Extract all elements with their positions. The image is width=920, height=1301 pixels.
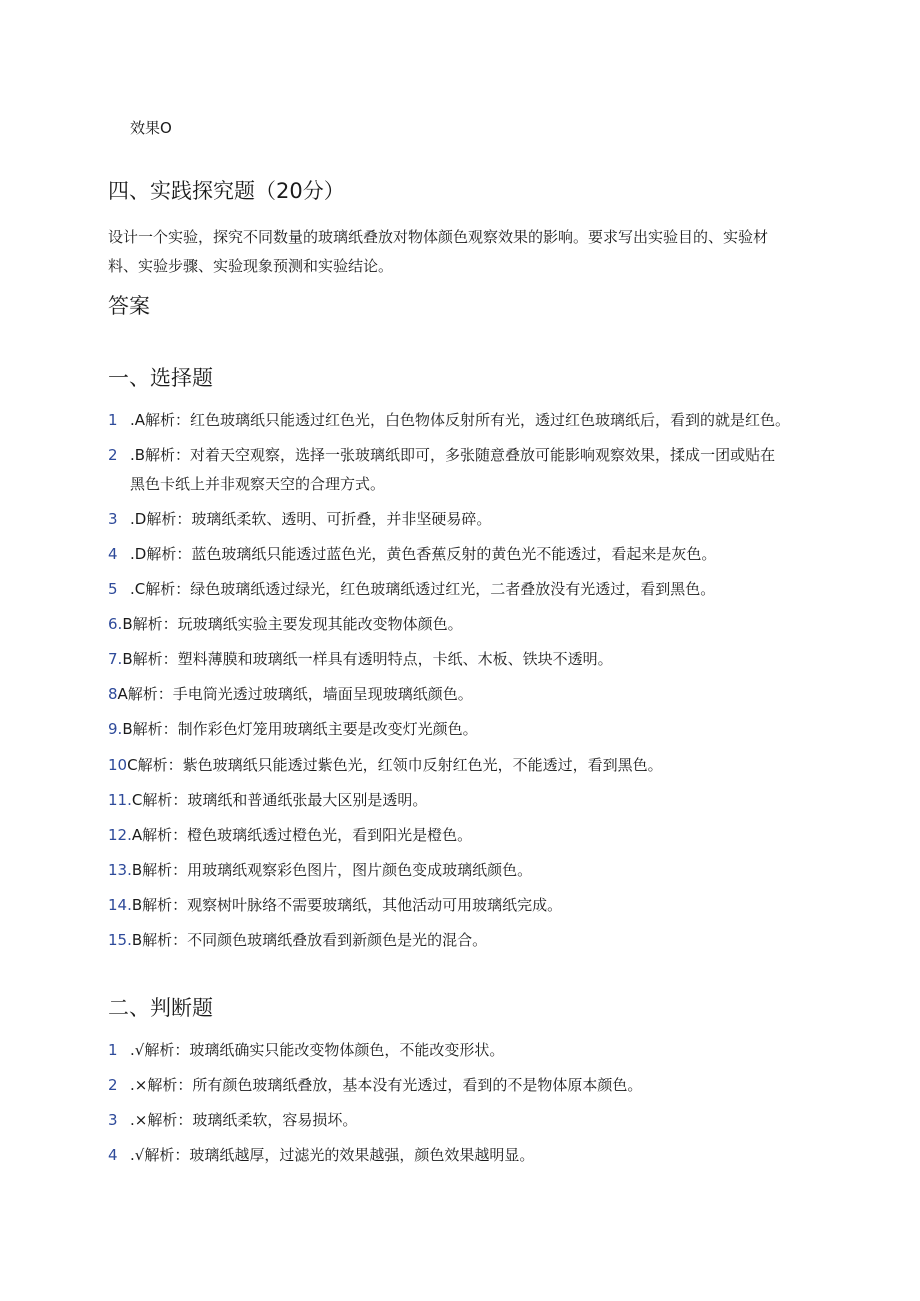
answers-heading: 答案	[108, 294, 150, 318]
judge-item	[108, 1039, 504, 1060]
answer-number: 14.	[108, 896, 132, 914]
answer-number: 4	[108, 545, 118, 563]
judge-number: 4	[108, 1146, 118, 1164]
answer-text: B解析：塑料薄膜和玻璃纸一样具有透明特点，卡纸、木板、铁块不透明。	[122, 650, 613, 668]
answer-number: 8	[108, 685, 118, 703]
answer-number: 2	[108, 446, 118, 464]
answer-item	[108, 754, 663, 775]
judge-item	[108, 1109, 357, 1130]
answer-number: 11.	[108, 791, 132, 809]
answer-number: 1	[108, 411, 118, 429]
answer-text: B解析：用玻璃纸观察彩色图片，图片颜色变成玻璃纸颜色。	[131, 861, 533, 879]
answer-text: C解析：玻璃纸和普通纸张最大区别是透明。	[131, 791, 428, 809]
answer-item	[108, 508, 491, 529]
answer-text: B解析：玩玻璃纸实验主要发现其能改变物体颜色。	[122, 615, 463, 633]
answer-item	[108, 929, 487, 950]
answer-text: B解析：观察树叶脉络不需要玻璃纸，其他活动可用玻璃纸完成。	[131, 896, 563, 914]
answer-text: .C解析：绿色玻璃纸透过绿光，红色玻璃纸透过红光，二者叠放没有光透过，看到黑色。	[130, 580, 716, 598]
answer-text: A解析：橙色玻璃纸透过橙色光，看到阳光是橙色。	[131, 826, 473, 844]
answer-item	[108, 613, 463, 634]
answer-item	[108, 859, 532, 880]
judge-text: .×解析：所有颜色玻璃纸叠放，基本没有光透过，看到的不是物体原本颜色。	[130, 1076, 643, 1094]
section4-prompt-line2: 料、实验步骤、实验现象预测和实验结论。	[108, 257, 394, 275]
answer-text: .D解析：玻璃纸柔软、透明、可折叠，并非坚硬易碎。	[130, 510, 492, 528]
judge-section-title: 二、判断题	[108, 996, 213, 1020]
judge-item	[108, 1074, 642, 1095]
answer-text: B解析：制作彩色灯笼用玻璃纸主要是改变灯光颜色。	[122, 720, 478, 738]
answer-item	[108, 894, 562, 915]
judge-item	[108, 1144, 534, 1165]
answer-item	[108, 718, 478, 739]
answer-item	[108, 543, 716, 564]
section4-title: 四、实践探究题（20分）	[108, 179, 345, 203]
judge-text: .×解析：玻璃纸柔软，容易损坏。	[130, 1111, 358, 1129]
answer-number: 13.	[108, 861, 132, 879]
answer-continuation: 黑色卡纸上并非观察天空的合理方式。	[130, 475, 386, 493]
answer-item	[108, 409, 790, 430]
answer-item	[108, 444, 775, 465]
judge-number: 1	[108, 1041, 118, 1059]
answer-number: 5	[108, 580, 118, 598]
answer-text: B解析：不同颜色玻璃纸叠放看到新颜色是光的混合。	[131, 931, 488, 949]
section4-prompt-line1: 设计一个实验，探究不同数量的玻璃纸叠放对物体颜色观察效果的影响。要求写出实验目的、实验材	[108, 228, 769, 246]
answer-text: C解析：紫色玻璃纸只能透过紫色光，红领巾反射红色光，不能透过，看到黑色。	[127, 756, 663, 774]
choice-section-title: 一、选择题	[108, 366, 213, 390]
top-fragment: 效果O	[130, 119, 172, 137]
judge-number: 2	[108, 1076, 118, 1094]
answer-number: 15.	[108, 931, 132, 949]
judge-text: .√解析：玻璃纸越厚，过滤光的效果越强，颜色效果越明显。	[130, 1146, 535, 1164]
answer-item	[108, 683, 473, 704]
answer-item	[108, 648, 613, 669]
answer-item	[108, 789, 427, 810]
judge-number: 3	[108, 1111, 118, 1129]
answer-text: .A解析：红色玻璃纸只能透过红色光，白色物体反射所有光，透过红色玻璃纸后，看到的就是红色。	[130, 411, 791, 429]
judge-text: .√解析：玻璃纸确实只能改变物体颜色，不能改变形状。	[130, 1041, 505, 1059]
answer-item	[108, 578, 715, 599]
answer-item	[108, 824, 472, 845]
answer-text: .D解析：蓝色玻璃纸只能透过蓝色光，黄色香蕉反射的黄色光不能透过，看起来是灰色。	[130, 545, 717, 563]
answer-number: 6.	[108, 615, 123, 633]
answer-number: 12.	[108, 826, 132, 844]
answer-number: 9.	[108, 720, 123, 738]
answer-number: 3	[108, 510, 118, 528]
answer-number: 7.	[108, 650, 123, 668]
answer-number: 10	[108, 756, 128, 774]
answer-text: .B解析：对着天空观察，选择一张玻璃纸即可，多张随意叠放可能影响观察效果，揉成一团或贴在	[130, 446, 776, 464]
answer-text: A解析：手电筒光透过玻璃纸，墙面呈现玻璃纸颜色。	[117, 685, 473, 703]
